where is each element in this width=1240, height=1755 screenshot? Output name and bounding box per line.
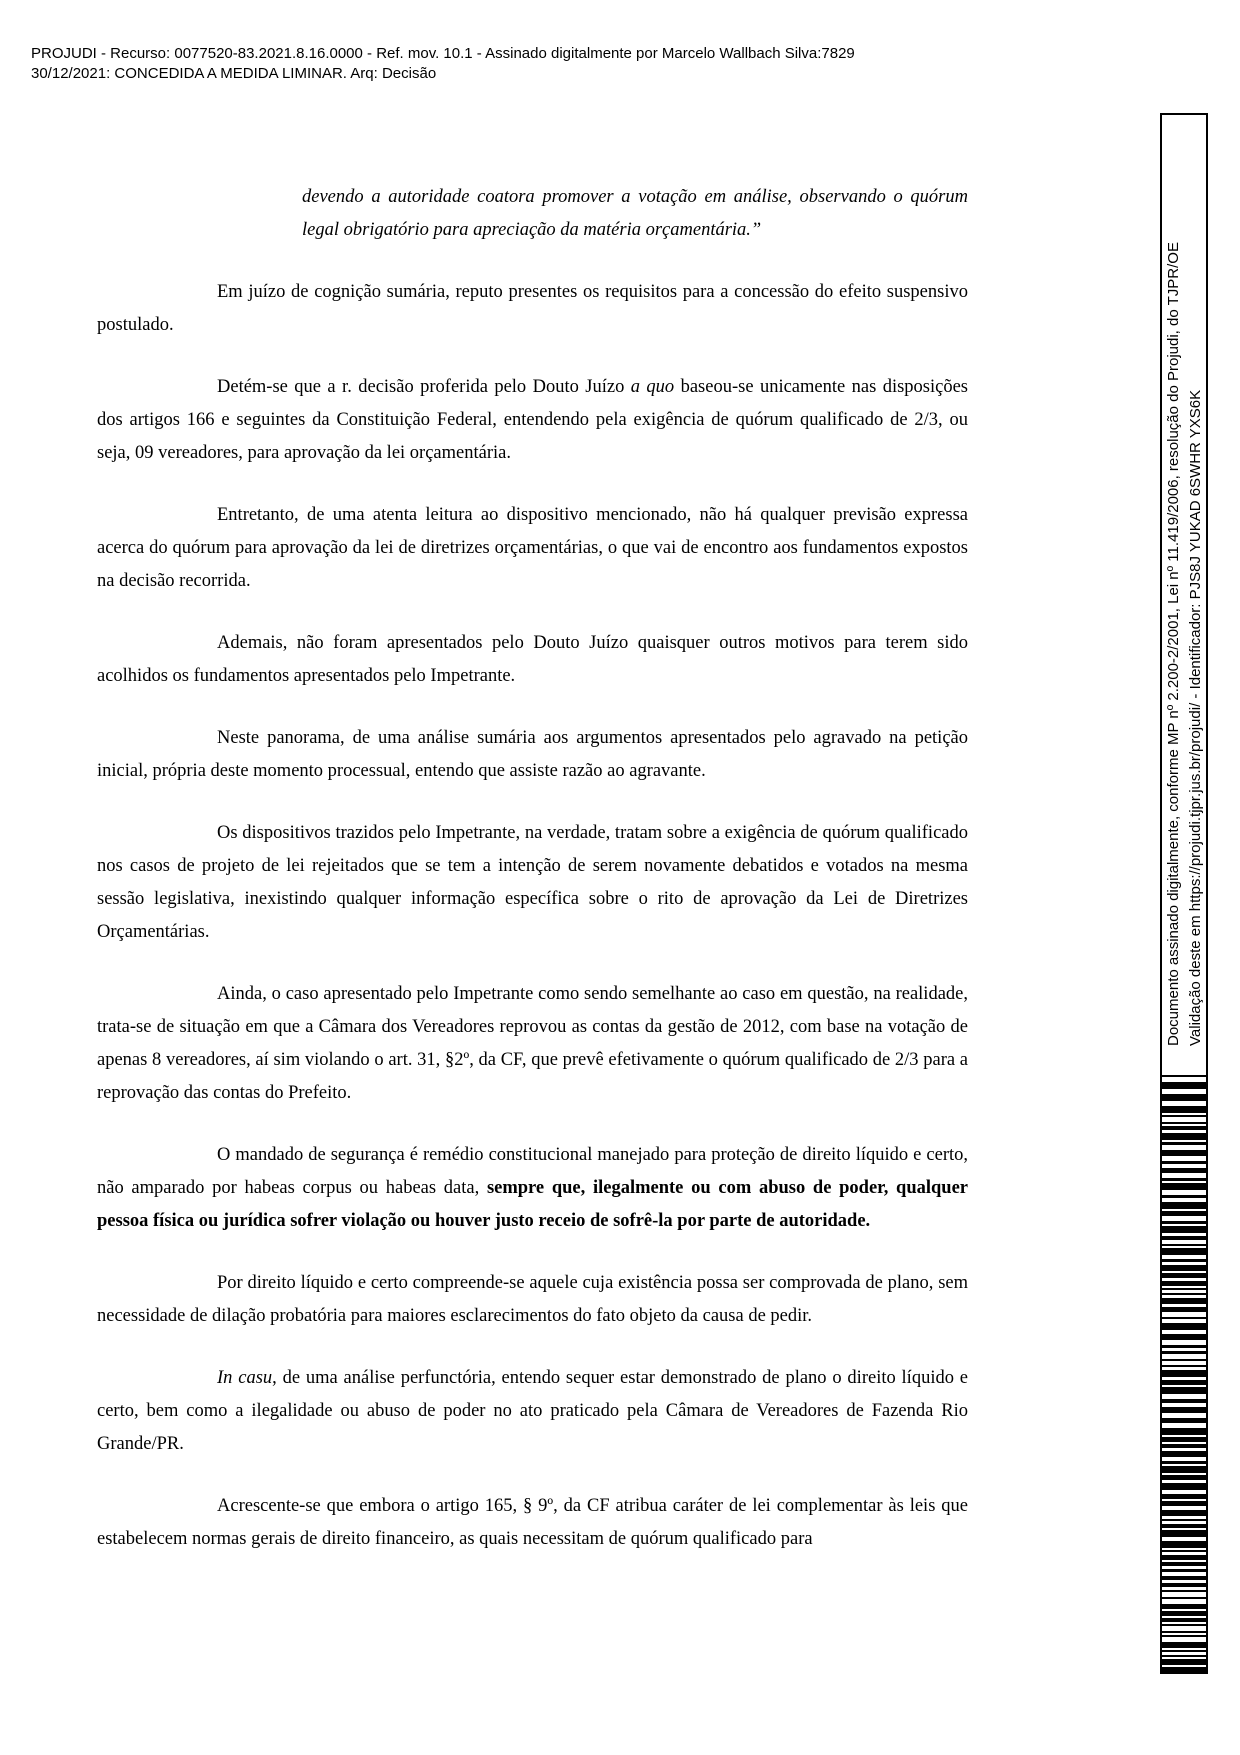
paragraph: In casu, de uma análise perfunctória, entendo sequer estar demonstrado de plano o direito líquido e certo, bem como a ilegalidade ou abuso de poder no ato praticado pela Câmara de Vereadores de Fazenda Rio Grande/PR.	[97, 1368, 968, 1454]
barcode	[1162, 1075, 1206, 1673]
paragraph: Em juízo de cognição sumária, reputo presentes os requisitos para a concessão do efeito suspensivo postulado.	[97, 282, 968, 335]
paragraph: Detém-se que a r. decisão proferida pelo Douto Juízo a quo baseou-se unicamente nas disposições dos artigos 166 e seguintes da Constituição Federal, entendendo pela exigência de quórum qualificado de 2/3, ou seja, 09 vereadores, para aprovação da lei orçamentária.	[97, 377, 969, 463]
paragraph: Acrescente-se que embora o artigo 165, § 9º, da CF atribua caráter de lei complementar às leis que estabelecem normas gerais de direito financeiro, as quais necessitam de quórum qualificado para	[97, 1496, 968, 1549]
validation-text-line: Validação deste em https://projudi.tjpr.jus.br/projudi/ - Identificador: PJS8J YUKAD 6SWHR YXS6K	[1187, 389, 1204, 1046]
paragraph: Ainda, o caso apresentado pelo Impetrante como sendo semelhante ao caso em questão, na realidade, trata-se de situação em que a Câmara dos Vereadores reprovou as contas da gestão de 2012, com base na votação de apenas 8 vereadores, aí sim violando o art. 31, §2º, da CF, que prevê efetivamente o quórum qualificado de 2/3 para a reprovação das contas do Prefeito.	[97, 984, 968, 1103]
document-body	[97, 181, 968, 1585]
paragraph: Entretanto, de uma atenta leitura ao dispositivo mencionado, não há qualquer previsão expressa acerca do quórum para aprovação da lei de diretrizes orçamentárias, o que vai de encontro aos fundamentos expostos na decisão recorrida.	[97, 505, 968, 591]
paragraph: Neste panorama, de uma análise sumária aos argumentos apresentados pelo agravado na petição inicial, própria deste momento processual, entendo que assiste razão ao agravante.	[97, 728, 968, 781]
paragraph: Por direito líquido e certo compreende-se aquele cuja existência possa ser comprovada de plano, sem necessidade de dilação probatória para maiores esclarecimentos do fato objeto da causa de pedir.	[97, 1273, 968, 1326]
paragraph: O mandado de segurança é remédio constitucional manejado para proteção de direito líquido e certo, não amparado por habeas corpus ou habeas data, sempre que, ilegalmente ou com abuso de poder, qualquer pessoa física ou jurídica sofrer violação ou houver justo receio de sofrê-la por parte de autoridade.	[97, 1145, 968, 1231]
header-line-1: PROJUDI - Recurso: 0077520-83.2021.8.16.0000 - Ref. mov. 10.1 - Assinado digitalmente por Marcelo Wallbach Silva:7829	[31, 45, 855, 62]
document-header	[31, 44, 855, 84]
header-line-2: 30/12/2021: CONCEDIDA A MEDIDA LIMINAR. Arq: Decisão	[31, 65, 437, 82]
block-quote: devendo a autoridade coatora promover a votação em análise, observando o quórum legal obrigatório para apreciação da matéria orçamentária.”	[302, 187, 968, 240]
signature-text-line: Documento assinado digitalmente, conforme MP nº 2.200-2/2001, Lei nº 11.419/2006, resolução do Projudi, do TJPR/OE	[1165, 242, 1182, 1046]
paragraph: Os dispositivos trazidos pelo Impetrante, na verdade, tratam sobre a exigência de quórum qualificado nos casos de projeto de lei rejeitados que se tem a intenção de serem novamente debatidos e votados na mesma sessão legislativa, inexistindo qualquer informação específica sobre o rito de aprovação da Lei de Diretrizes Orçamentárias.	[97, 823, 968, 942]
paragraph: Ademais, não foram apresentados pelo Douto Juízo quaisquer outros motivos para terem sido acolhidos os fundamentos apresentados pelo Impetrante.	[97, 633, 968, 686]
